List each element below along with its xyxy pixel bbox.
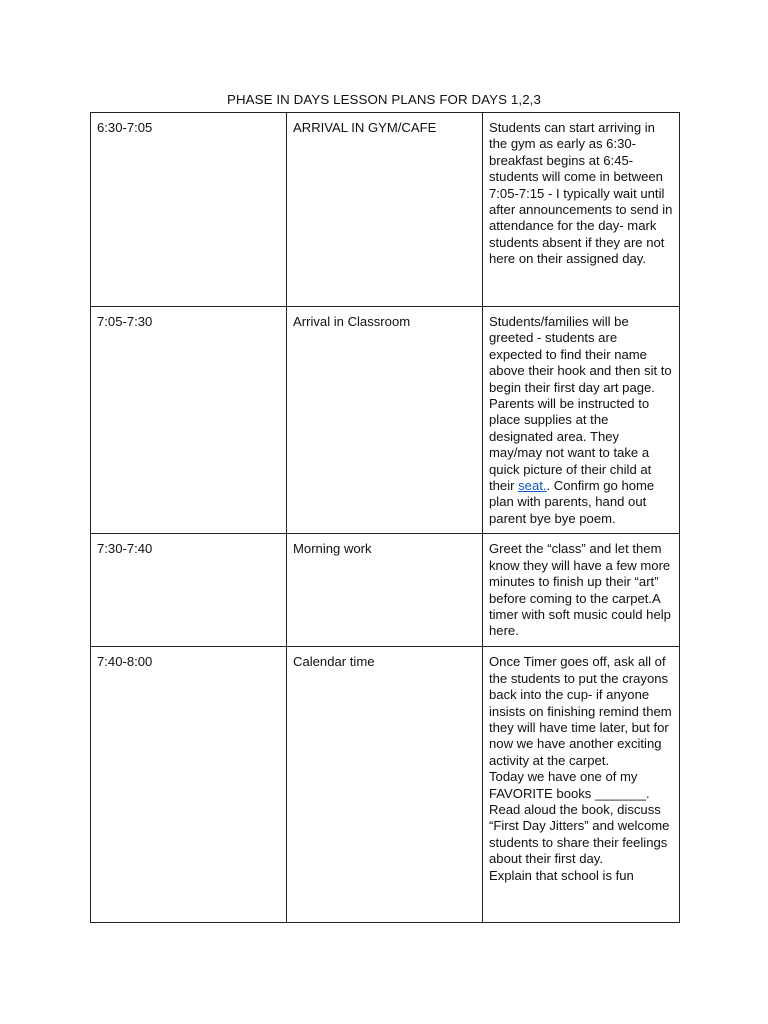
seat-link[interactable]: seat. xyxy=(518,478,547,494)
details-paragraph: Explain that school is fun xyxy=(489,867,634,883)
table-row xyxy=(91,113,680,307)
details-paragraph: Today we have one of my FAVORITE books _______. xyxy=(489,769,650,801)
details-paragraph: Read aloud the book, discuss “First Day Jitters” and welcome students to share their feelings about their first day. xyxy=(489,801,670,867)
time-cell: 7:30-7:40 xyxy=(91,534,287,647)
details-cell: Greet the “class” and let them know they will have a few more minutes to finish up their “art” before coming to the carpet.A timer with soft music could help here. xyxy=(483,534,680,647)
details-text: Students/families will be greeted - students are expected to find their name above their hook and then sit to begin their first day art page. Parents will be instructed to place supplies at the designated area. They may/may not want to take a quick picture of their child at their xyxy=(489,314,672,494)
time-cell: 7:05-7:30 xyxy=(91,307,287,534)
document-title: PHASE IN DAYS LESSON PLANS FOR DAYS 1,2,3 xyxy=(227,92,541,107)
details-text-tail: . Confirm go home plan with parents, hand out parent bye bye poem. xyxy=(489,478,655,526)
details-cell xyxy=(483,307,680,534)
activity-cell: ARRIVAL IN GYM/CAFE xyxy=(287,113,483,307)
table-row xyxy=(91,534,680,647)
details-paragraph: Once Timer goes off, ask all of the students to put the crayons back into the cup- if anyone insists on finishing remind them they will have time later, but for now we have another exciting activity at the carpet. xyxy=(489,654,672,768)
table-row xyxy=(91,307,680,534)
activity-cell: Morning work xyxy=(287,534,483,647)
time-cell: 6:30-7:05 xyxy=(91,113,287,307)
lesson-plan-table xyxy=(90,112,680,923)
activity-cell: Arrival in Classroom xyxy=(287,307,483,534)
activity-cell: Calendar time xyxy=(287,647,483,923)
details-cell xyxy=(483,647,680,923)
details-cell: Students can start arriving in the gym as early as 6:30- breakfast begins at 6:45- students will come in between 7:05-7:15 - I typically wait until after announcements to send in attendance for the day- mark students absent if they are not here on their assigned day. xyxy=(483,113,680,307)
table-row xyxy=(91,647,680,923)
time-cell: 7:40-8:00 xyxy=(91,647,287,923)
